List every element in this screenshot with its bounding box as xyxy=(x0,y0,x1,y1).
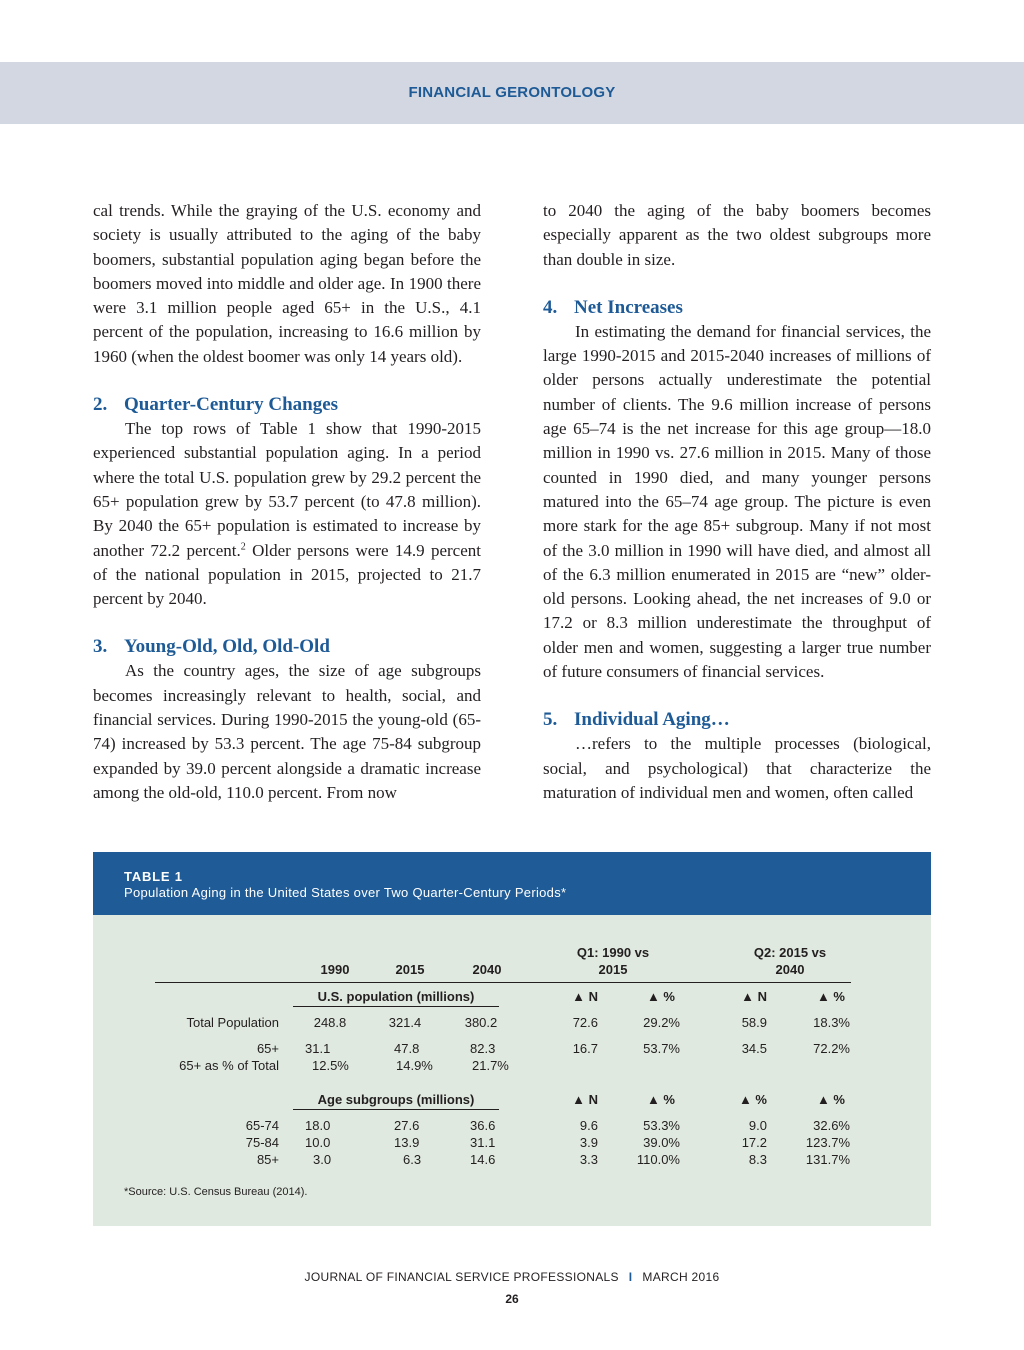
paragraph: cal trends. While the graying of the U.S. economy and society is usually attributed to the aging of the baby boomers, substantial population aging began before the boomers moved into middle and older age. In 1900 there were 3.1 million people aged 65+ in the U.S., 4.1 percent of the population, increasing to 16.6 million by 1960 (when the oldest boomer was only 14 years old). xyxy=(93,201,481,366)
cell-q2-n: 8.3 xyxy=(748,1152,767,1167)
cell-q2-n: 9.0 xyxy=(748,1118,767,1133)
paragraph xyxy=(93,417,481,611)
cell-2040: 14.6 xyxy=(470,1152,496,1167)
cell-2040: 36.6 xyxy=(470,1118,496,1133)
unit-q2-pct: ▲ % xyxy=(816,989,845,1004)
section-heading-5 xyxy=(543,708,931,732)
unit-q2-pct: ▲ % xyxy=(816,1092,845,1107)
running-head: FINANCIAL GERONTOLOGY xyxy=(408,84,616,101)
unit-q2-n: ▲ N xyxy=(741,989,767,1004)
section-title: Individual Aging… xyxy=(574,709,730,731)
cell-2015: 27.6 xyxy=(394,1118,420,1133)
paragraph-text: Older persons were 14.9 percent of the national population in 2015, projected to 21.7 percent by 2040. xyxy=(93,540,481,609)
cell-q1-pct: 39.0% xyxy=(643,1135,680,1150)
cell-q1-n: 3.9 xyxy=(579,1135,598,1150)
cell-2040: 21.7% xyxy=(472,1058,509,1073)
col-header-2040: 2040 xyxy=(472,962,502,977)
right-column xyxy=(543,199,931,805)
section-number: 3. xyxy=(93,636,108,658)
section-heading-2 xyxy=(93,393,481,417)
cell-1990: 18.0 xyxy=(305,1118,331,1133)
table-source-note: *Source: U.S. Census Bureau (2014). xyxy=(124,1186,308,1198)
cell-2040: 31.1 xyxy=(470,1135,496,1150)
cell-2015: 321.4 xyxy=(388,1015,422,1030)
section-number: 4. xyxy=(543,296,558,318)
cell-q2-n: 58.9 xyxy=(741,1015,767,1030)
cell-q2-pct: 131.7% xyxy=(805,1152,850,1167)
section-number: 2. xyxy=(93,394,108,416)
table-label: TABLE 1 xyxy=(124,869,183,884)
cell-2040: 82.3 xyxy=(470,1041,496,1056)
paragraph-text: The top rows of Table 1 show that 1990-2015 experienced substantial population aging. In a period where the total U.S. population grew by 29.2 percent the 65+ population grew by 53.7 percent (to 47.8 million). By 2040 the 65+ population is estimated to increase by another 72.2 percent. xyxy=(93,419,481,560)
col-header-q1-line2: 2015 xyxy=(598,962,628,977)
section-heading-3 xyxy=(93,635,481,659)
journal-name: JOURNAL OF FINANCIAL SERVICE PROFESSIONALS xyxy=(304,1270,619,1284)
col-header-q1-line1: Q1: 1990 vs xyxy=(576,945,650,960)
section-title: Net Increases xyxy=(574,296,683,318)
cell-1990: 12.5% xyxy=(312,1058,349,1073)
section1-title: U.S. population (millions) xyxy=(317,989,475,1004)
section-underline xyxy=(293,1006,499,1007)
footer xyxy=(0,1270,1024,1284)
cell-q2-n: 17.2 xyxy=(741,1135,767,1150)
col-header-2015: 2015 xyxy=(395,962,425,977)
unit-q1-pct: ▲ % xyxy=(646,989,675,1004)
table-header xyxy=(93,852,931,915)
table-1 xyxy=(93,852,931,1226)
cell-1990: 31.1 xyxy=(305,1041,331,1056)
cell-2015: 6.3 xyxy=(403,1152,422,1167)
cell-q1-n: 9.6 xyxy=(579,1118,598,1133)
cell-q1-n: 72.6 xyxy=(572,1015,598,1030)
unit-q1-n: ▲ N xyxy=(572,989,598,1004)
section-title: Quarter-Century Changes xyxy=(124,394,339,416)
row-label: 65+ as % of Total xyxy=(179,1058,279,1073)
unit-q2-n: ▲ % xyxy=(738,1092,767,1107)
table-rule xyxy=(155,982,851,983)
cell-1990: 3.0 xyxy=(313,1152,332,1167)
cell-q2-pct: 18.3% xyxy=(813,1015,850,1030)
paragraph: …refers to the multiple processes (biological, social, and psychological) that characterize the maturation of individual men and women, often called xyxy=(543,734,931,802)
cell-q2-n: 34.5 xyxy=(741,1041,767,1056)
paragraph: As the country ages, the size of age subgroups becomes increasingly relevant to health, social, and financial services. During 1990-2015 the young-old (65-74) increased by 53.3 percent. The age 75-84 subgroup expanded by 39.0 percent alongside a dramatic increase among the old-old, 110.0 percent. From now xyxy=(93,661,481,802)
section2-title: Age subgroups (millions) xyxy=(317,1092,475,1107)
cell-2015: 14.9% xyxy=(396,1058,433,1073)
cell-2040: 380.2 xyxy=(464,1015,498,1030)
cell-q1-pct: 53.7% xyxy=(643,1041,680,1056)
section-heading-4 xyxy=(543,296,931,320)
col-header-1990: 1990 xyxy=(320,962,350,977)
section-title: Young-Old, Old, Old-Old xyxy=(124,636,330,658)
cell-2015: 47.8 xyxy=(394,1041,420,1056)
footnote-ref: 2 xyxy=(240,540,246,552)
cell-q1-n: 3.3 xyxy=(579,1152,598,1167)
left-column xyxy=(93,199,481,805)
cell-q1-pct: 29.2% xyxy=(643,1015,680,1030)
unit-q1-n: ▲ N xyxy=(572,1092,598,1107)
row-label: 65+ xyxy=(256,1041,279,1056)
unit-q1-pct: ▲ % xyxy=(646,1092,675,1107)
row-label: 85+ xyxy=(256,1152,279,1167)
issue-date: MARCH 2016 xyxy=(642,1270,720,1284)
col-header-q2-line2: 2040 xyxy=(775,962,805,977)
row-label: 75-84 xyxy=(245,1135,279,1150)
row-label: 65-74 xyxy=(245,1118,279,1133)
col-header-q2-line1: Q2: 2015 vs xyxy=(753,945,827,960)
row-label: Total Population xyxy=(186,1015,279,1030)
cell-q2-pct: 32.6% xyxy=(813,1118,850,1133)
cell-q2-pct: 123.7% xyxy=(805,1135,850,1150)
page-number: 26 xyxy=(505,1292,519,1306)
cell-q1-n: 16.7 xyxy=(572,1041,598,1056)
cell-1990: 248.8 xyxy=(313,1015,347,1030)
cell-1990: 10.0 xyxy=(305,1135,331,1150)
paragraph: to 2040 the aging of the baby boomers becomes especially apparent as the two oldest subgroups more than double in size. xyxy=(543,201,931,269)
footer-separator: I xyxy=(628,1270,633,1284)
cell-2015: 13.9 xyxy=(394,1135,420,1150)
section-number: 5. xyxy=(543,709,558,731)
paragraph: In estimating the demand for financial services, the large 1990-2015 and 2015-2040 increases of millions of older persons actually underestimate the potential number of clients. The 9.6 million increase of persons age 65–74 is the net increase for this age group—18.0 million in 1990 vs. 27.6 million in 2015. Many of those counted in 1990 died, and many younger persons matured into the 65–74 age group. The picture is even more stark for the age 85+ subgroup. Many if not most of the 3.0 million in 1990 will have died, and almost all of the 6.3 million enumerated in 2015 are “new” older-old persons. Looking ahead, the net increases of 9.0 or 17.2 or 8.3 million underestimate the throughput of older men and women, suggesting a larger true number of future consumers of financial services. xyxy=(543,321,931,682)
section-underline xyxy=(293,1109,499,1110)
cell-q2-pct: 72.2% xyxy=(813,1041,850,1056)
cell-q1-pct: 110.0% xyxy=(636,1152,680,1167)
cell-q1-pct: 53.3% xyxy=(643,1118,680,1133)
table-subtitle: Population Aging in the United States over Two Quarter-Century Periods* xyxy=(124,885,567,900)
